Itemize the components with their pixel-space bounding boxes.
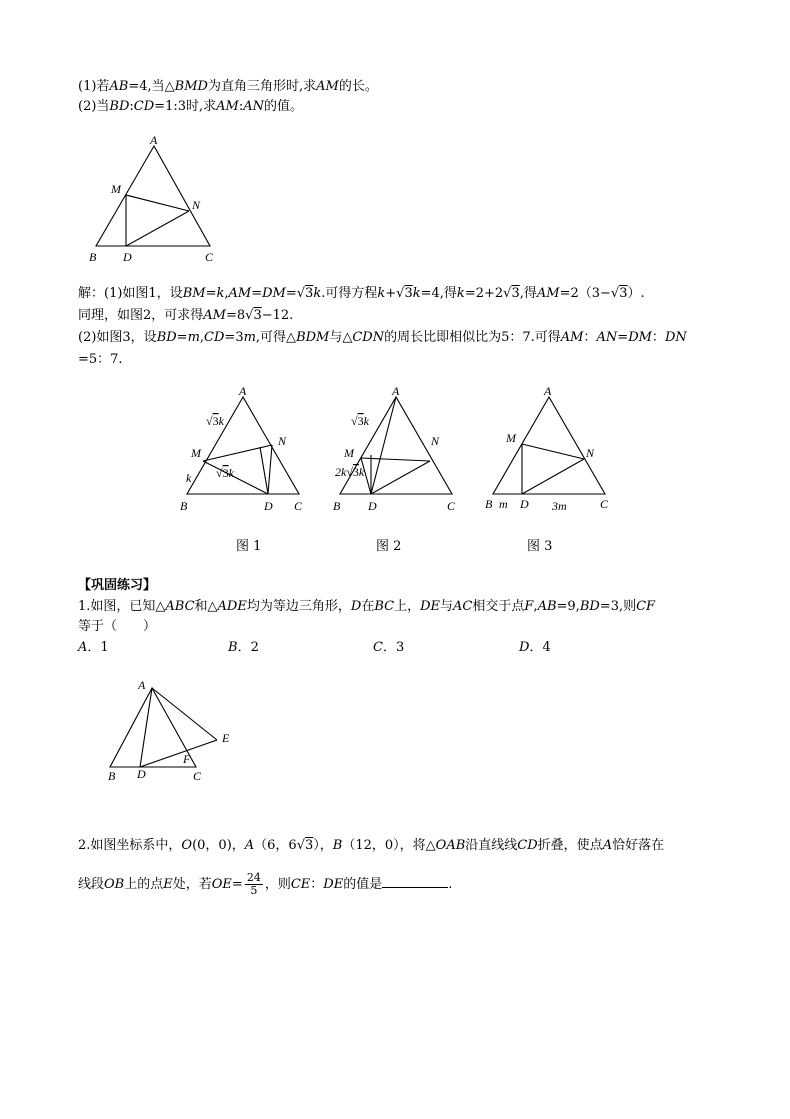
text: ）， bbox=[313, 838, 333, 853]
text: 2.如图坐标系中， bbox=[78, 838, 182, 853]
text: AM bbox=[316, 79, 339, 94]
figure-2 bbox=[329, 383, 461, 513]
text: 的值是 bbox=[343, 877, 383, 892]
label-n: N bbox=[278, 434, 287, 448]
text: =5：7. bbox=[78, 352, 123, 367]
text: DM bbox=[628, 330, 652, 345]
text: ．1 bbox=[87, 640, 109, 655]
label-b: B bbox=[180, 499, 188, 513]
practice-q2-line2 bbox=[78, 872, 452, 897]
fraction-denominator: 5 bbox=[250, 884, 258, 897]
caption-figure-1: 图 1 bbox=[236, 539, 262, 554]
label-a: A bbox=[392, 384, 400, 398]
text: 3 bbox=[253, 308, 262, 323]
text: : bbox=[238, 99, 244, 114]
figure-3 bbox=[482, 383, 614, 513]
label-c: C bbox=[205, 250, 214, 264]
practice-q1-line2: 等于（ ） bbox=[78, 619, 157, 634]
text: 3 bbox=[404, 286, 413, 301]
text: 3 bbox=[305, 286, 314, 301]
text: （12，0），将△ bbox=[342, 838, 436, 853]
main-triangle-figure bbox=[80, 130, 230, 270]
text: BDM bbox=[296, 330, 330, 345]
segment-dn bbox=[126, 211, 189, 246]
text: 的值。 bbox=[263, 99, 303, 114]
label-b: B bbox=[485, 497, 493, 511]
text: AB bbox=[109, 79, 129, 94]
text: 1.如图，已知△ bbox=[78, 599, 166, 614]
text: AC bbox=[453, 599, 473, 614]
text: , bbox=[199, 330, 205, 345]
text: ： bbox=[651, 330, 665, 345]
text: 与 bbox=[440, 599, 454, 614]
label-a: A bbox=[239, 384, 247, 398]
text: AM bbox=[536, 286, 560, 301]
caption-figure-3: 图 3 bbox=[527, 539, 553, 554]
text: 均为等边三角形， bbox=[246, 599, 351, 614]
solution-line-1: 解：(1)如图1，设BM=k,AM=DM=√3k.可得方程k+√3k=4,得k=2+2√3,得AM=2（3−√3）. bbox=[78, 286, 645, 301]
text: ）. bbox=[627, 286, 645, 301]
text: = bbox=[285, 286, 297, 301]
text: 恰好落在 bbox=[612, 838, 665, 853]
segment-ad bbox=[371, 397, 396, 494]
label-a: A bbox=[544, 384, 552, 398]
label-2k-sqrt3k: 2k√3k bbox=[335, 465, 365, 479]
label-n: N bbox=[431, 434, 440, 448]
text: ，则 bbox=[264, 877, 291, 892]
solution-line-2: 同理，如图2，可求得AM=8√3−12. bbox=[78, 308, 294, 323]
text: k bbox=[412, 286, 421, 301]
option-d[interactable] bbox=[519, 640, 551, 656]
label-c: C bbox=[600, 497, 609, 511]
text: (0，0)， bbox=[192, 838, 245, 853]
text: 与△ bbox=[329, 330, 353, 345]
label-m: M bbox=[111, 182, 121, 196]
label-b: B bbox=[89, 250, 97, 264]
text: + bbox=[385, 286, 397, 301]
text: B bbox=[332, 838, 343, 853]
text: 和△ bbox=[194, 599, 218, 614]
text: F bbox=[524, 599, 534, 614]
text: 相交于点 bbox=[472, 599, 525, 614]
text: A bbox=[244, 838, 255, 853]
text: =4,当△ bbox=[128, 79, 175, 94]
text: BD bbox=[156, 330, 177, 345]
text: =8 bbox=[225, 308, 246, 323]
text: = bbox=[231, 877, 243, 892]
segment-nd bbox=[268, 445, 272, 494]
text: 上， bbox=[394, 599, 421, 614]
question-1 bbox=[78, 79, 378, 95]
label-c: C bbox=[447, 499, 456, 513]
text: =2（3− bbox=[559, 286, 611, 301]
text: (2)如图3，设 bbox=[78, 330, 157, 345]
label-sqrt3k-dm: √3k bbox=[216, 466, 234, 480]
text: ,得 bbox=[519, 286, 537, 301]
text: ADE bbox=[217, 599, 247, 614]
text: k bbox=[313, 286, 322, 301]
text: , bbox=[533, 599, 538, 614]
figure-1 bbox=[176, 383, 308, 513]
label-b: B bbox=[108, 769, 116, 783]
label-d: D bbox=[368, 499, 377, 513]
text: .可得方程 bbox=[321, 286, 378, 301]
text: AM bbox=[228, 286, 252, 301]
text: OE bbox=[211, 877, 232, 892]
text: −12. bbox=[261, 308, 294, 323]
text: AM bbox=[216, 99, 239, 114]
text: BM bbox=[182, 286, 206, 301]
text: k bbox=[377, 286, 386, 301]
option-c[interactable] bbox=[373, 640, 404, 656]
text: 同理，如图2，可求得 bbox=[78, 308, 204, 323]
text: (2)当 bbox=[78, 99, 110, 114]
label-m: M bbox=[506, 431, 516, 445]
practice-heading: 【巩固练习】 bbox=[78, 578, 157, 593]
label-m-bd: m bbox=[499, 497, 508, 511]
text: m bbox=[187, 330, 200, 345]
segment-mn bbox=[126, 195, 189, 211]
answer-blank[interactable] bbox=[382, 875, 448, 888]
text: 解：(1)如图1，设 bbox=[78, 286, 183, 301]
text: BD bbox=[109, 99, 130, 114]
exercise-1-figure bbox=[100, 672, 250, 790]
text: =4,得 bbox=[420, 286, 457, 301]
solution-line-4 bbox=[78, 352, 123, 368]
text: AM bbox=[560, 330, 584, 345]
text: CD bbox=[517, 838, 538, 853]
text: 3 bbox=[619, 286, 628, 301]
text: . bbox=[448, 877, 453, 892]
text: AN bbox=[596, 330, 618, 345]
text: CD bbox=[133, 99, 155, 114]
text: A bbox=[78, 640, 88, 655]
label-3m-dc: 3m bbox=[552, 499, 567, 513]
segment-nd bbox=[522, 459, 584, 494]
text: = bbox=[251, 286, 263, 301]
label-n: N bbox=[586, 446, 595, 460]
text: k bbox=[216, 286, 225, 301]
text: 的长。 bbox=[338, 79, 378, 94]
text: DE bbox=[420, 599, 441, 614]
label-d: D bbox=[137, 767, 146, 781]
label-sqrt3k-am: √3k bbox=[351, 414, 369, 428]
text: 沿直线线 bbox=[465, 838, 518, 853]
label-sqrt3k-am: √3k bbox=[206, 414, 224, 428]
text: A bbox=[602, 838, 613, 853]
text: = bbox=[176, 330, 188, 345]
segment-mn bbox=[522, 444, 584, 459]
text: ,可得△ bbox=[255, 330, 297, 345]
fraction-numerator: 24 bbox=[246, 871, 261, 884]
label-d: D bbox=[520, 497, 529, 511]
caption-figure-2: 图 2 bbox=[376, 539, 402, 554]
text: 在 bbox=[361, 599, 375, 614]
text: B bbox=[228, 640, 238, 655]
text: BC bbox=[374, 599, 395, 614]
text: m bbox=[243, 330, 256, 345]
text: AB bbox=[537, 599, 557, 614]
segment-dh bbox=[260, 447, 268, 494]
label-m: M bbox=[191, 446, 201, 460]
text: = bbox=[617, 330, 629, 345]
question-2 bbox=[78, 99, 303, 115]
option-a[interactable] bbox=[78, 640, 109, 656]
text: 上的点 bbox=[124, 877, 164, 892]
text: (1)若 bbox=[78, 79, 110, 94]
text: O bbox=[181, 838, 193, 853]
text: ABC bbox=[165, 599, 195, 614]
text: BD bbox=[579, 599, 600, 614]
label-a: A bbox=[138, 678, 146, 692]
text: （6，6 bbox=[254, 838, 297, 853]
text: =3 bbox=[224, 330, 244, 345]
text: OB bbox=[104, 877, 125, 892]
text: =1:3时,求 bbox=[154, 99, 217, 114]
label-c: C bbox=[193, 769, 202, 783]
label-d: D bbox=[264, 499, 273, 513]
text: D bbox=[350, 599, 362, 614]
text: 3 bbox=[511, 286, 520, 301]
label-c: C bbox=[294, 499, 303, 513]
text: CE bbox=[290, 877, 311, 892]
label-k-bm: k bbox=[186, 471, 192, 485]
text: ： bbox=[583, 330, 597, 345]
text: DE bbox=[323, 877, 344, 892]
text: CF bbox=[636, 599, 656, 614]
label-a: A bbox=[150, 133, 158, 147]
label-b: B bbox=[333, 499, 341, 513]
label-d: D bbox=[123, 250, 132, 264]
segment-ae bbox=[152, 688, 217, 740]
text: C bbox=[373, 640, 383, 655]
text: D bbox=[519, 640, 530, 655]
segment-nd bbox=[371, 461, 430, 494]
text: 线段 bbox=[78, 877, 105, 892]
text: =9, bbox=[556, 599, 580, 614]
text: OAB bbox=[435, 838, 466, 853]
option-b[interactable] bbox=[228, 640, 259, 656]
segment-md bbox=[203, 461, 268, 494]
practice-q1 bbox=[78, 599, 655, 615]
practice-q2: 2.如图坐标系中，O(0，0)，A（6，6√3），B（12，0），将△OAB沿直线线CD折叠，使点A恰好落在 bbox=[78, 838, 665, 853]
text: ．3 bbox=[382, 640, 405, 655]
text: BMD bbox=[174, 79, 208, 94]
segment-de bbox=[140, 740, 217, 767]
text: =2+2 bbox=[464, 286, 504, 301]
text: ．2 bbox=[237, 640, 259, 655]
label-f: F bbox=[183, 752, 191, 766]
text: 处，若 bbox=[172, 877, 212, 892]
text: , bbox=[224, 286, 229, 301]
text: CD bbox=[204, 330, 225, 345]
text: 为直角三角形时,求 bbox=[207, 79, 317, 94]
text: AM bbox=[203, 308, 226, 323]
label-n: N bbox=[192, 198, 201, 212]
text: CDN bbox=[352, 330, 385, 345]
text: ： bbox=[310, 877, 324, 892]
label-e: E bbox=[222, 731, 230, 745]
label-m: M bbox=[344, 446, 354, 460]
text: 折叠，使点 bbox=[537, 838, 603, 853]
text: 3 bbox=[305, 838, 314, 853]
text: 的周长比即相似比为5：7.可得 bbox=[384, 330, 561, 345]
text: ．4 bbox=[529, 640, 551, 655]
text: E bbox=[163, 877, 173, 892]
fraction-24-5 bbox=[245, 872, 263, 897]
text: = bbox=[205, 286, 217, 301]
text: DN bbox=[664, 330, 687, 345]
text: AN bbox=[243, 99, 264, 114]
text: DM bbox=[262, 286, 286, 301]
text: k bbox=[456, 286, 465, 301]
solution-line-3 bbox=[78, 330, 687, 346]
text: : bbox=[129, 99, 134, 114]
text: =3,则 bbox=[599, 599, 637, 614]
